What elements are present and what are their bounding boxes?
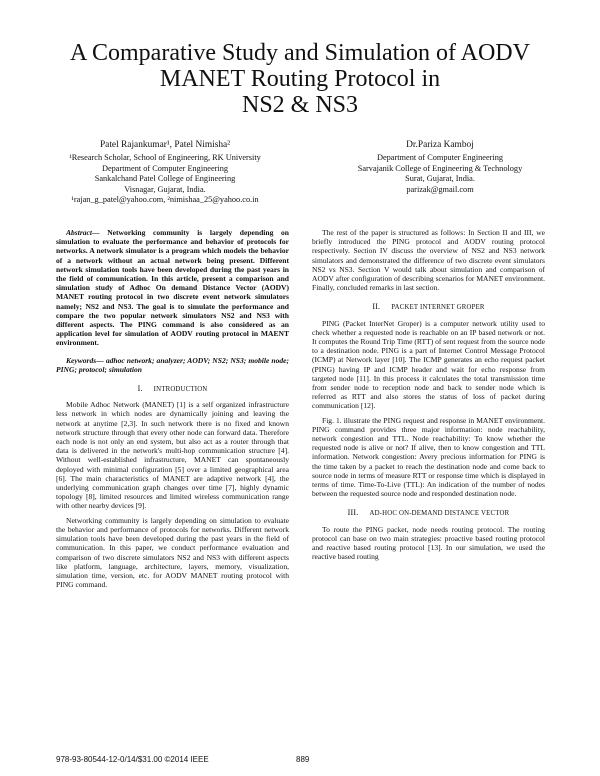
body-paragraph: Networking community is largely depending on simulation to evaluate the behavior and performance of protocols for networks. Different network simulation tools have been developed during the past years in the field of communication. In this paper, we conduct performance evaluation and comparison of two discrete simulators NS2 and NS3 with different aspects like platform, language, architecture, layers, memory, visualization, simulation time, version, etc. for AODV MANET routing protocol with PING command. [56, 515, 289, 590]
body-paragraph: Fig. 1. illustrate the PING request and response in MANET environment. PING command provides three major information: node reachability, network congestion and TTL. Node reachability: To know whether the requested node is alive or not? If alive, then to know congestion and TTL information. Network congestion: Avery precious information for PING is the time taken by a packet to reach the destination node and come back to source node in terms of measure RTT or response time which is displayed in terms of time. Time-To-Live (TTL): An indication of the number of nodes between the requested source node and responded destination node. [312, 415, 545, 499]
affiliation-line: Sankalchand Patel College of Engineering [94, 174, 236, 184]
body-paragraph: To route the PING packet, node needs routing protocol. The routing protocol can base on two main strategies: proactive based routing protocol and reactive based routing protocol [13]. In our simulation, we used the reactive based routing [312, 524, 545, 562]
affiliation-line: Sarvajanik College of Engineering & Technology [357, 163, 523, 173]
page-number: 889 [296, 755, 310, 764]
affiliation-line: ¹Research Scholar, School of Engineering, RK University [69, 153, 261, 163]
body-paragraph: Mobile Adhoc Network (MANET) [1] is a self organized infrastructure less network in which nodes are dynamically joining and leaving the network at anytime [2,3]. In such network there is no fixed and known network structure through that every other node can forward data. Therefore each node is not only an end system, but also act as a router through that data is delivered in the network's multi-hop communication structure [4]. Without well-established infrastructure, MANET can spontaneously deployed with minimal configuration [5] over a limited geographical area [6]. The main characteristics of MANET are adaptive network [4], the underlying communication graph changes over time [7], highly dynamic topology [8], limited resources and limited wireless communication range with other nearby devices [9]. [56, 400, 289, 511]
section-number: II. [372, 302, 381, 312]
section-title: PACKET INTERNET GROPER [391, 304, 485, 312]
copyright-footer: 978-93-80544-12-0/14/$31.00 ©2014 IEEE [56, 755, 209, 764]
section-title: INTRODUCTION [153, 386, 208, 394]
affiliation-line: Department of Computer Engineering [101, 163, 229, 173]
abstract-label: Abstract— [66, 228, 100, 237]
body-paragraph: The rest of the paper is structured as follows: In Section II and III, we briefly introduced the PING protocol and AODV routing protocol respectively. Section IV discuss the overview of NS2 and NS3 network simulators and demonstrated the difference of two discrete event simulators NS2 vs NS3. Section V would talk about simulation and comparison of AODV after configuration of describing scenarios for MANET environment. Finally, concluded remarks in last section. [312, 228, 545, 293]
body-paragraph: PING (Packet InterNet Groper) is a computer network utility used to check whether a requested node is reachable on an IP based network or not. It computes the Round Trip Time (RTT) of sent request from the source node to a destination node. PING is a part of Internet Control Message Protocol (ICMP) at Network layer [10]. The ICMP generates an echo request packet (PING) having IP and ICMP header and wait for echo response from targeted node [11]. In this process it calculates the total transmission time from sender node to reception node and back to sender node which is referred as RTT and also stores the status of loss of packet during communication [12]. [312, 318, 545, 411]
title-line-3: NS2 & NS3 [241, 92, 359, 118]
author-emails-left: ¹rajan_g_patel@yahoo.com, ²nimishaa_25@yahoo.co.in [71, 195, 259, 205]
title-line-1: A Comparative Study and Simulation of AODV [70, 40, 530, 66]
section-number: III. [347, 508, 359, 518]
abstract [56, 228, 289, 348]
section-number: I. [137, 384, 143, 394]
paper-title [0, 40, 600, 118]
section-heading-introduction [56, 384, 289, 394]
author-names-left: Patel Rajankumar¹, Patel Nimisha² [99, 140, 231, 150]
affiliation-line: Department of Computer Engineering [376, 153, 504, 163]
author-email-right: parizak@gmail.com [406, 184, 474, 194]
affiliation-line: Visnagar, Gujarat, India. [124, 184, 206, 194]
abstract-text: Networking community is largely depending on simulation to evaluate the performance and behavior of protocols for networks. A network simulator is a program which models the behavior of a network without an actual network being present. Different network simulation tools have been developed during the past years in the field of communication. In this article, present a comparison and simulation study of Adhoc On demand Distance Vector (AODV) MANET routing protocol in two discrete event network simulators namely; NS2 and NS3. The goal is to simulate the performance and compare the two popular network simulators NS2 and NS3 with different aspects. The PING command is also considered as an application level for simulation of AODV routing protocol in MAENT environment. [56, 228, 289, 348]
affiliation-line: Surat, Gujarat, India. [405, 174, 475, 184]
author-block-left [40, 140, 290, 205]
author-block-right [315, 140, 565, 195]
author-name-right: Dr.Pariza Kamboj [406, 140, 474, 150]
section-title: AD-HOC ON-DEMAND DISTANCE VECTOR [369, 510, 510, 518]
section-heading-aodv [312, 508, 545, 518]
left-column [56, 228, 289, 594]
right-column [312, 228, 545, 567]
section-heading-ping [312, 302, 545, 312]
title-line-2: MANET Routing Protocol in [159, 66, 441, 92]
keywords: Keywords— adhoc network; analyzer; AODV; NS2; NS3; mobile node; PING; protocol; simulation [56, 355, 289, 374]
